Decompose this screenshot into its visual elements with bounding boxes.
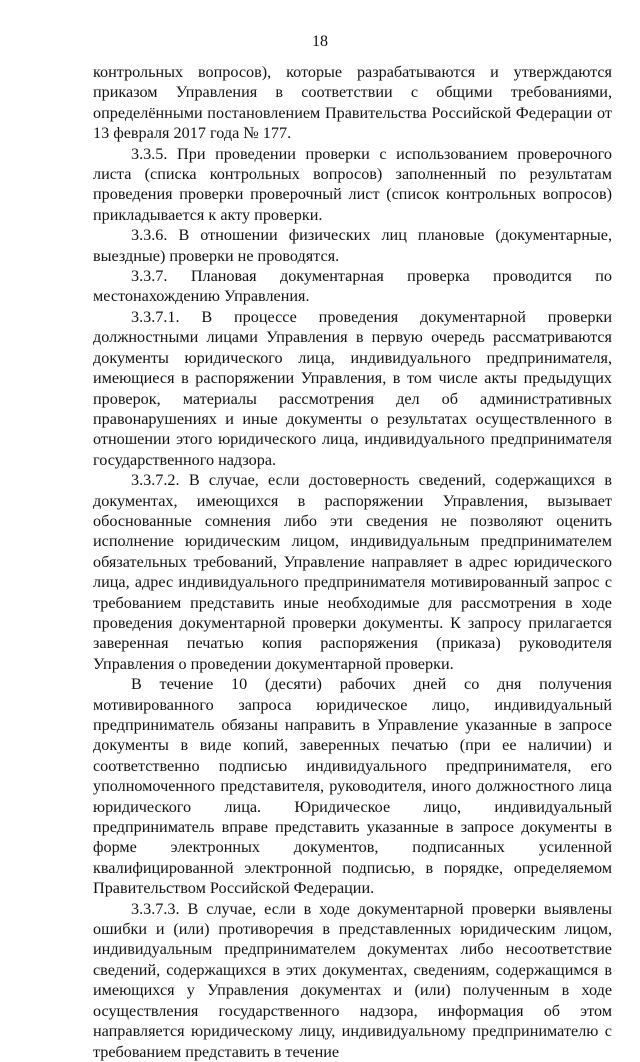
paragraph-3-3-6: 3.3.6. В отношении физических лиц плановые (документарные, выездные) проверки не проводятся. [93,226,612,265]
paragraph-continuation: контрольных вопросов), которые разрабатываются и утверждаются приказом Управления в соответствии с общими требованиями, определёнными постановлением Правительства Российской Федерации от 13 февраля 2017 года № 177. [93,63,612,143]
paragraph-3-3-7: 3.3.7. Плановая документарная проверка проводится по местонахождению Управления. [93,267,612,306]
paragraph-3-3-5: 3.3.5. При проведении проверки с использованием проверочного листа (списка контрольных вопросов) заполненный по результатам проведения проверки проверочный лист (список контрольных вопросов) прикладывается к акту проверки. [93,144,612,224]
paragraph-request-deadline: В течение 10 (десяти) рабочих дней со дня получения мотивированного запроса юридическое лицо, индивидуальный предприниматель обязаны направить в Управление указанные в запросе документы в виде копий, заверенных печатью (при ее наличии) и соответственно подписью индивидуального предпринимателя, его уполномоченного представителя, руководителя, иного должностного лица юридического лица. Юридическое лицо, индивидуальный предприниматель вправе представить указанные в запросе документы в форме электронных документов, подписанных усиленной квалифицированной электронной подписью, в порядке, определяемом Правительством Российской Федерации. [93,675,612,898]
paragraph-3-3-7-1: 3.3.7.1. В процессе проведения документарной проверки должностными лицами Управления в первую очередь рассматриваются документы юридического лица, индивидуального предпринимателя, имеющиеся в распоряжении Управления, в том числе акты предыдущих проверок, материалы рассмотрения дел об административных правонарушениях и иные документы о результатах осуществленного в отношении этого юридического лица, индивидуального предпринимателя государственного надзора. [93,307,612,469]
page-number: 18 [312,33,328,50]
document-body [93,62,612,1062]
paragraph-3-3-7-3: 3.3.7.3. В случае, если в ходе документарной проверки выявлены ошибки и (или) противоречия в представленных юридическим лицом, индивидуальным предпринимателем документах либо несоответствие сведений, содержащихся в этих документах, сведениям, содержащимся в имеющихся у Управления документах и (или) полученным в ходе осуществления государственного надзора, информация об этом направляется юридическому лицу, индивидуальному предпринимателю с требованием представить в течение [93,899,612,1061]
paragraph-3-3-7-2: 3.3.7.2. В случае, если достоверность сведений, содержащихся в документах, имеющихся в распоряжении Управления, вызывает обоснованные сомнения либо эти сведения не позволяют оценить исполнение юридическим лицом, индивидуальным предпринимателем обязательных требований, Управление направляет в адрес юридического лица, адрес индивидуального предпринимателя мотивированный запрос с требованием представить иные необходимые для рассмотрения в ходе проведения документарной проверки документы. К запросу прилагается заверенная печатью копия распоряжения (приказа) руководителя Управления о проведении документарной проверки. [93,471,612,673]
